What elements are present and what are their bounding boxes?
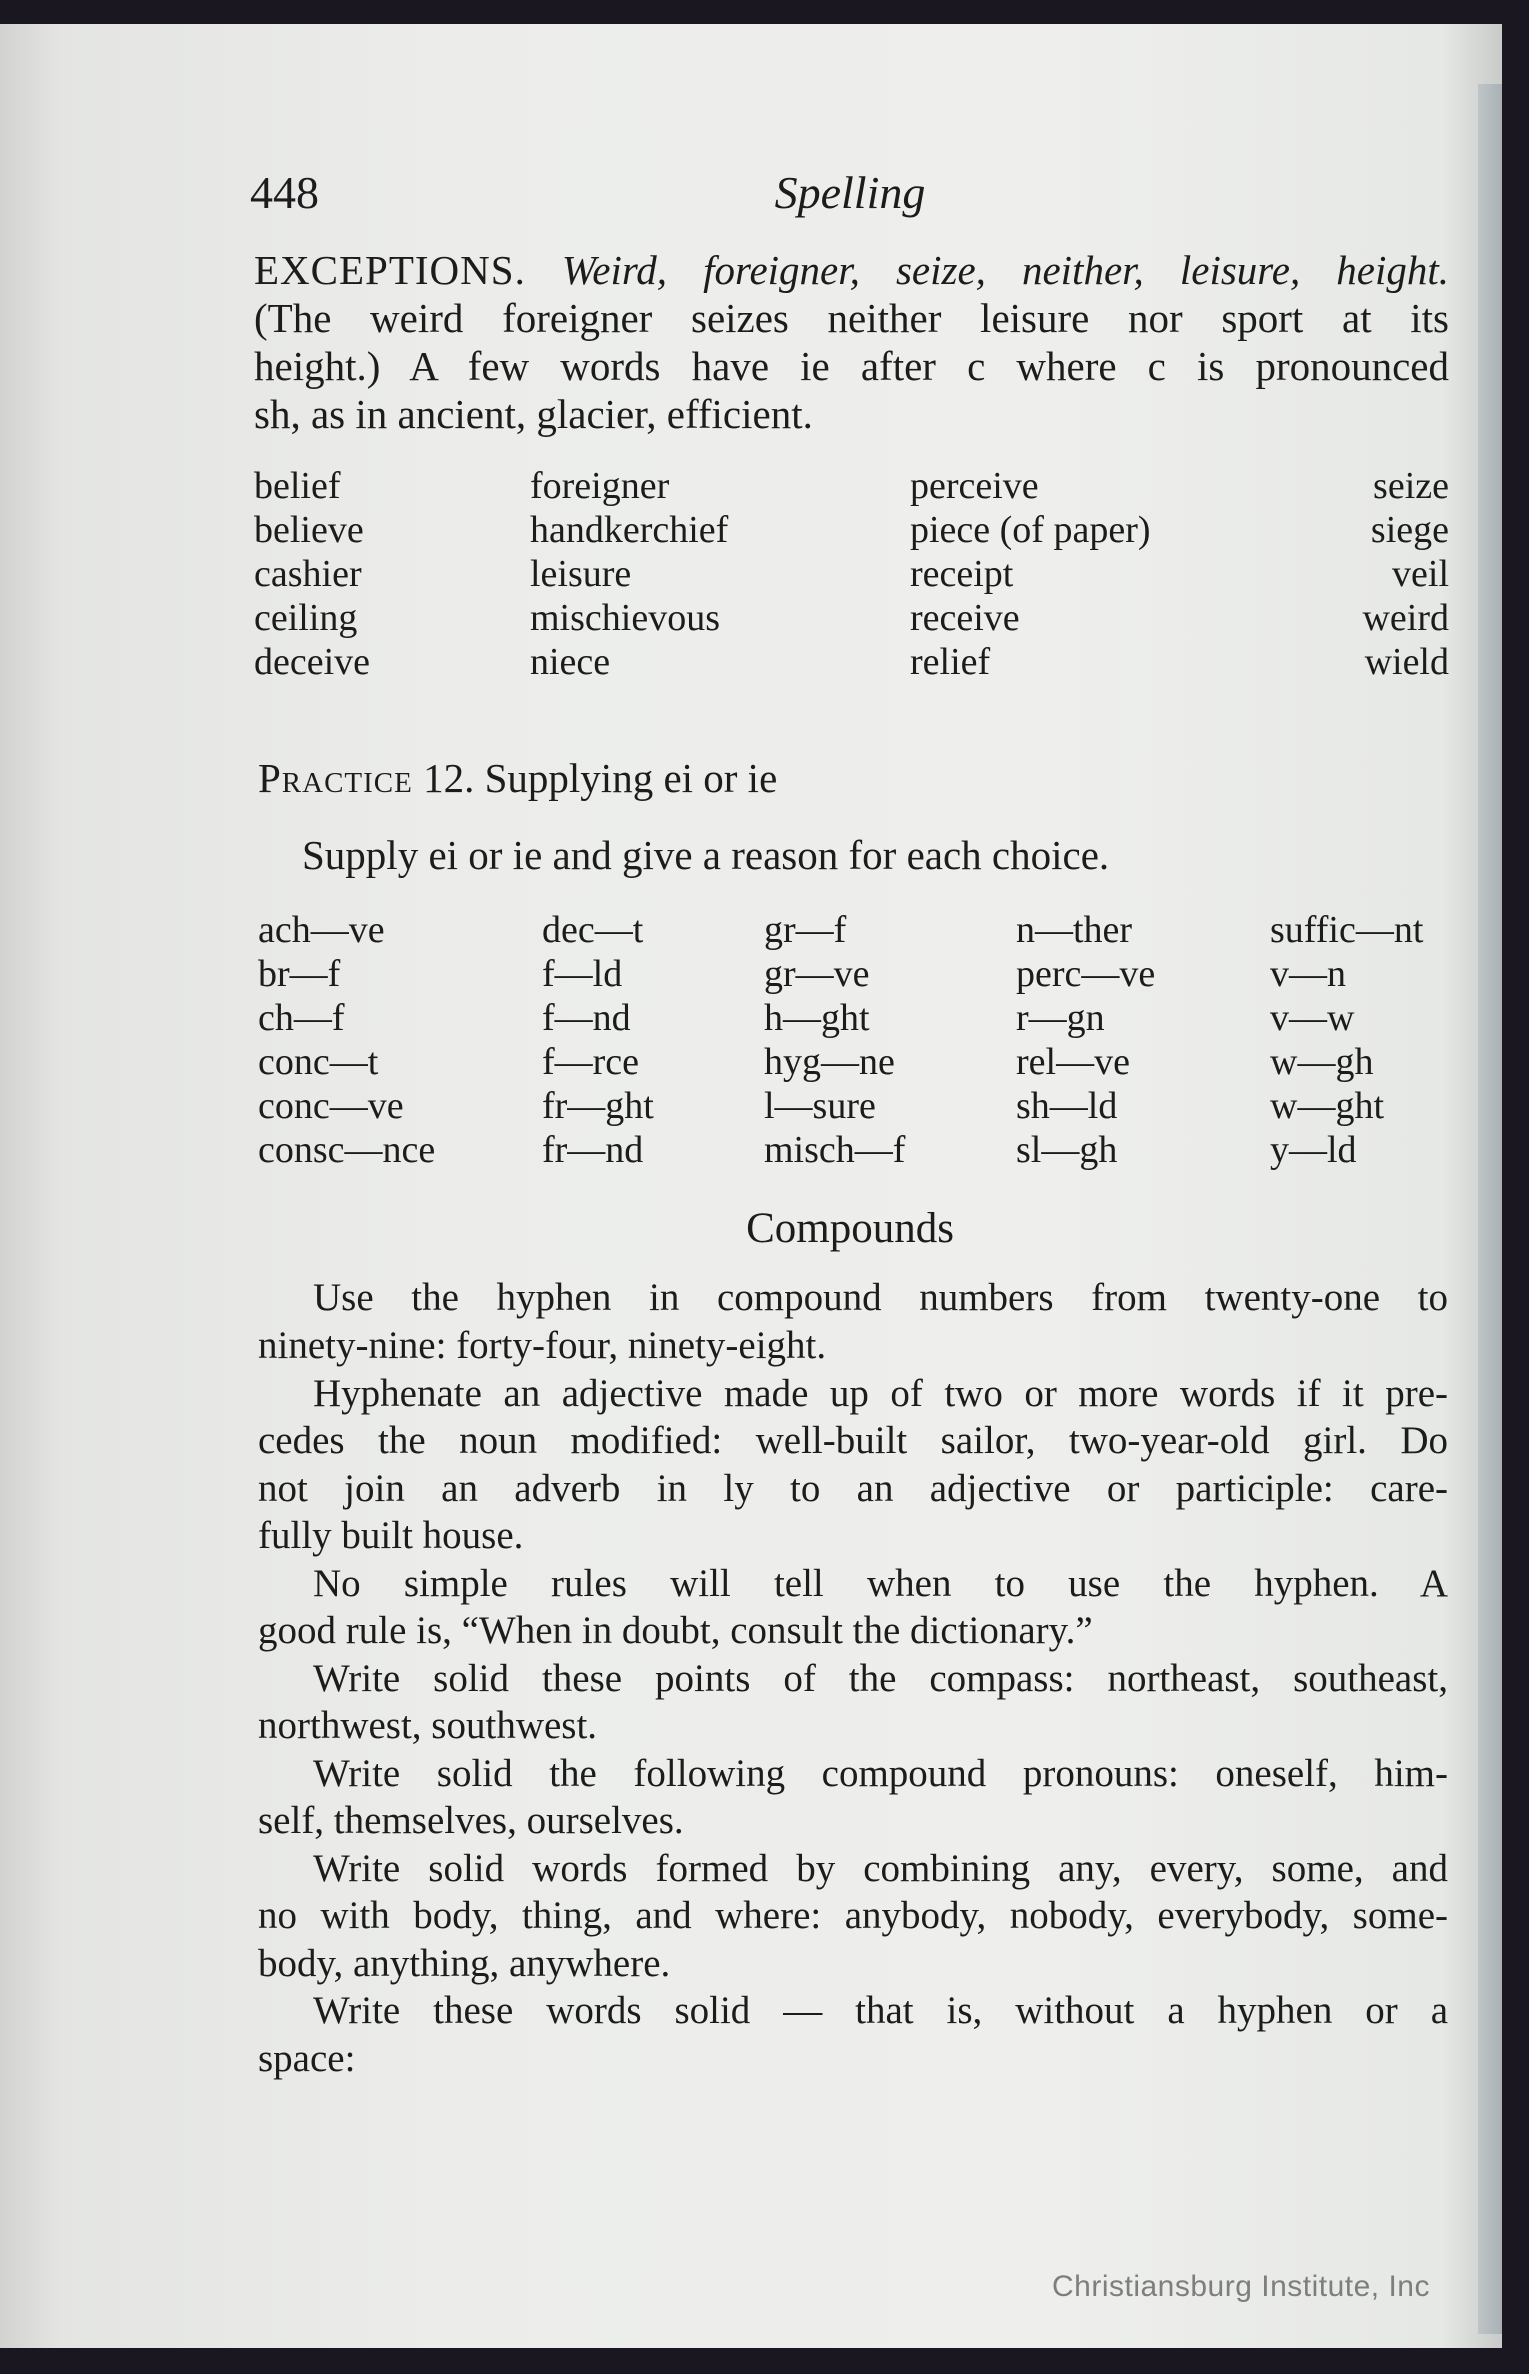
practice-label: Practice: [258, 755, 413, 801]
exceptions-paragraph: [254, 246, 1449, 438]
word-cell: foreigner: [530, 465, 670, 507]
paragraph-line: northwest, southwest.: [258, 1704, 598, 1747]
paragraph-line: Hyphenate an adjective made up of two or more words if it pre-: [313, 1371, 1448, 1415]
practice-item: v—w: [1270, 997, 1355, 1039]
practice-row: [258, 1128, 1448, 1172]
word-cell: niece: [530, 641, 611, 683]
practice-row: [258, 1040, 1448, 1084]
practice-item: f—rce: [542, 1041, 640, 1083]
practice-item: v—n: [1270, 953, 1346, 995]
word-cell: receipt: [910, 553, 1014, 595]
paragraph-line: good rule is, “When in doubt, consult the dictionary.”: [258, 1609, 1093, 1652]
exceptions-line-3: height.) A few words have ie after c where c is pronounced: [254, 343, 1449, 389]
word-cell: ceiling: [254, 597, 358, 639]
practice-item: consc—nce: [258, 1129, 436, 1171]
word-cell: deceive: [254, 641, 371, 683]
word-cell: veil: [1392, 553, 1449, 595]
practice-item: ach—ve: [258, 909, 385, 951]
section-heading: Compounds: [746, 1205, 954, 1252]
practice-grid: [258, 908, 1448, 1172]
word-cell: piece (of paper): [910, 509, 1151, 551]
watermark: Christiansburg Institute, Inc: [1051, 2270, 1430, 2303]
compounds-body: [258, 1274, 1448, 2082]
paragraph-line: no with body, thing, and where: anybody, nobody, everybody, some-: [258, 1894, 1448, 1937]
paragraph-line: cedes the noun modified: well-built sailor, two-year-old girl. Do: [258, 1419, 1448, 1462]
word-cell: relief: [910, 641, 991, 683]
practice-item: r—gn: [1016, 997, 1105, 1039]
practice-item: f—nd: [542, 997, 631, 1039]
word-cell: mischievous: [530, 597, 720, 639]
word-list-table: [254, 464, 1449, 684]
practice-item: fr—nd: [542, 1129, 644, 1171]
practice-item: suffic—nt: [1270, 909, 1424, 951]
practice-item: misch—f: [764, 1129, 906, 1171]
practice-item: gr—f: [764, 909, 847, 951]
practice-instruction: Supply ei or ie and give a reason for each choice.: [302, 832, 1110, 878]
exceptions-line-2: (The weird foreigner seizes neither leisure nor sport at its: [254, 295, 1449, 341]
word-cell: seize: [1373, 465, 1449, 507]
word-row: [254, 552, 1449, 596]
word-cell: believe: [254, 509, 364, 551]
practice-row: [258, 1084, 1448, 1128]
paragraph-line: ninety-nine: forty-four, ninety-eight.: [258, 1324, 827, 1367]
practice-item: conc—ve: [258, 1085, 404, 1127]
practice-item: br—f: [258, 953, 341, 995]
practice-item: sl—gh: [1016, 1129, 1118, 1171]
exceptions-label: EXCEPTIONS.: [254, 247, 526, 293]
word-cell: cashier: [254, 553, 362, 595]
word-row: [254, 640, 1449, 684]
paragraph-line: Use the hyphen in compound numbers from twenty-one to: [313, 1276, 1448, 1319]
word-cell: belief: [254, 465, 341, 507]
practice-item: conc—t: [258, 1041, 379, 1083]
paragraph-line: Write solid the following compound pronouns: oneself, him-: [313, 1751, 1448, 1795]
paragraph-line: self, themselves, ourselves.: [258, 1799, 684, 1842]
practice-item: f—ld: [542, 953, 623, 995]
practice-row: [258, 952, 1448, 996]
practice-item: perc—ve: [1016, 953, 1156, 995]
practice-item: sh—ld: [1016, 1085, 1118, 1127]
page-number: 448: [250, 167, 319, 218]
practice-item: fr—ght: [542, 1085, 654, 1127]
paragraph-line: body, anything, anywhere.: [258, 1941, 671, 1985]
paragraph-line: Write these words solid — that is, without a hyphen or a: [313, 1989, 1448, 2032]
word-cell: receive: [910, 597, 1020, 639]
practice-item: n—ther: [1016, 909, 1133, 951]
practice-number: 12.: [423, 755, 475, 801]
paragraph-line: fully built house.: [258, 1514, 524, 1557]
running-head: Spelling: [774, 167, 926, 218]
word-cell: handkerchief: [530, 509, 729, 551]
practice-item: l—sure: [764, 1085, 876, 1127]
exceptions-words: Weird, foreigner, seize, neither, leisure, height.: [525, 247, 1449, 293]
practice-title: Supplying ei or ie: [484, 755, 778, 801]
word-row: [254, 596, 1449, 640]
word-row: [254, 508, 1449, 552]
practice-item: ch—f: [258, 997, 345, 1039]
practice-item: hyg—ne: [764, 1041, 895, 1083]
exceptions-line-4: sh, as in ancient, glacier, efficient.: [254, 391, 813, 437]
practice-item: gr—ve: [764, 953, 870, 995]
word-cell: weird: [1362, 597, 1449, 639]
practice-item: h—ght: [764, 997, 870, 1039]
exceptions-line-1: [254, 246, 1449, 294]
practice-item: rel—ve: [1016, 1041, 1130, 1083]
book-page: [0, 24, 1502, 2348]
practice-row: [258, 996, 1448, 1040]
practice-item: dec—t: [542, 909, 644, 951]
word-cell: leisure: [530, 553, 632, 595]
word-row: [254, 464, 1449, 508]
paragraph-line: Write solid these points of the compass: northeast, southeast,: [313, 1656, 1448, 1700]
paragraph-line: Write solid words formed by combining any, every, some, and: [313, 1846, 1448, 1890]
practice-heading: [258, 754, 777, 802]
practice-item: y—ld: [1270, 1129, 1357, 1171]
paragraph-line: space:: [258, 2036, 356, 2080]
word-cell: perceive: [910, 465, 1039, 507]
practice-item: w—ght: [1270, 1085, 1384, 1127]
practice-item: w—gh: [1270, 1041, 1374, 1083]
practice-row: [258, 908, 1448, 952]
paragraph-line: not join an adverb in ly to an adjective or participle: care-: [258, 1466, 1448, 1510]
paragraph-line: No simple rules will tell when to use the hyphen. A: [313, 1561, 1448, 1605]
word-cell: siege: [1370, 509, 1449, 551]
word-cell: wield: [1364, 641, 1449, 683]
